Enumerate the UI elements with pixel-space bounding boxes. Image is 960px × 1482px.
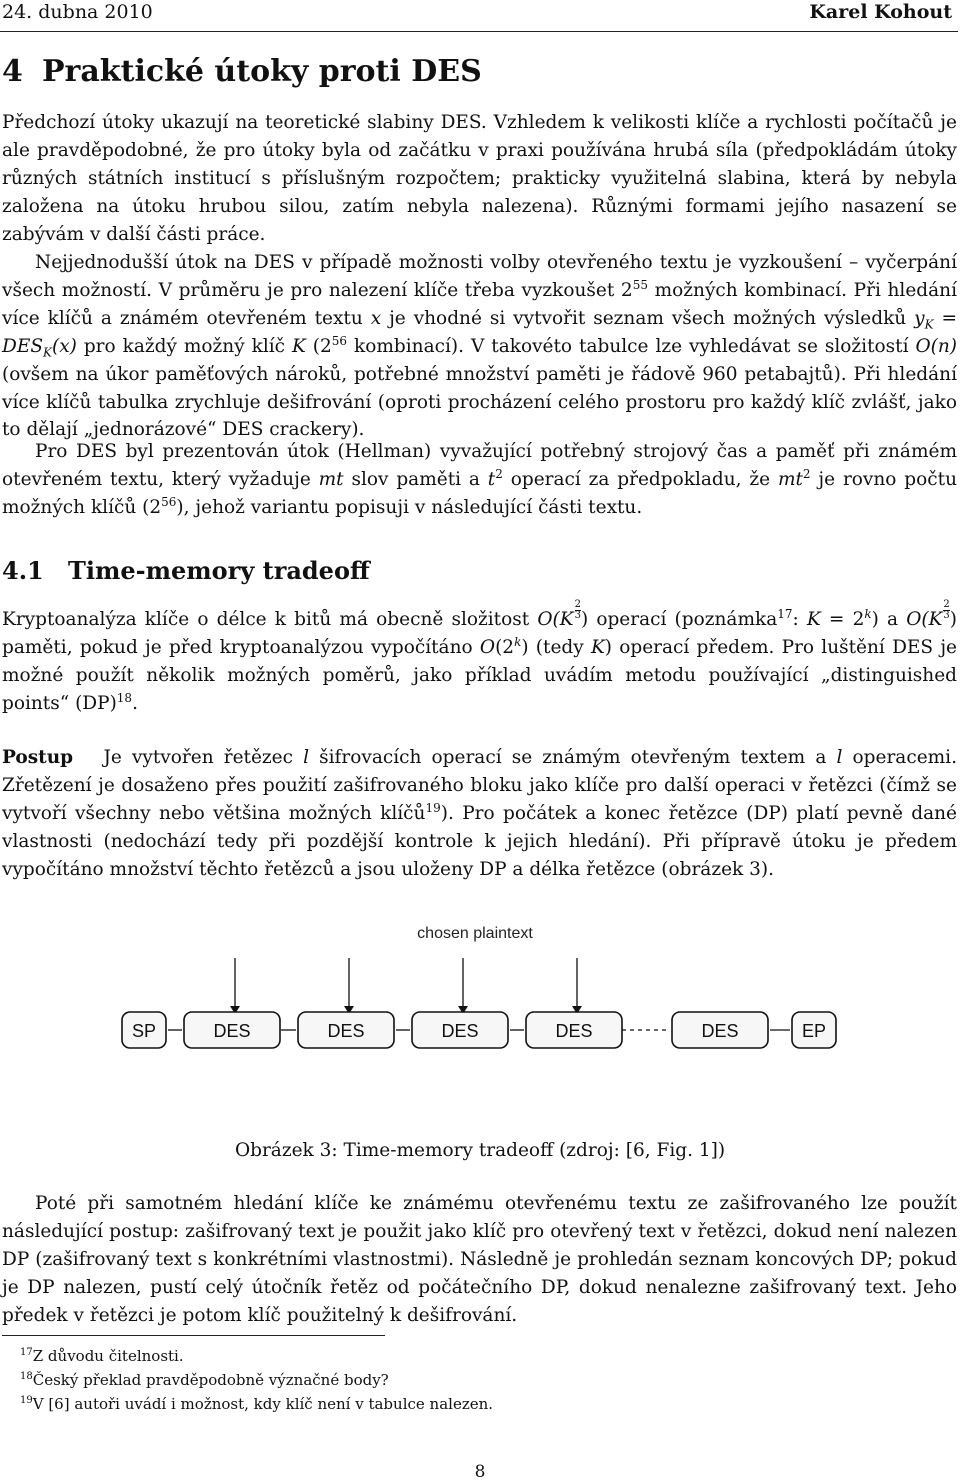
p4-math-o: O: [479, 637, 496, 659]
footnote-ref-19[interactable]: 19: [425, 800, 441, 815]
footnote-17-num: 17: [20, 1347, 33, 1358]
p4-math-k: K: [806, 609, 821, 631]
paragraph-cryptanalysis: [2, 600, 957, 718]
header-author: Karel Kohout: [809, 1, 952, 23]
p2-math-on: O(n): [915, 335, 957, 357]
page-number: 8: [474, 1462, 486, 1482]
p3-text-d: je rovno počtu možných klíčů (2: [2, 468, 957, 518]
p2-text-g: (ovšem na úkor paměťových nároků, potřebné množství paměti je řádově 960 petabajtů). Při hledání více klíčů tabulka zrychluje dešifrování (oproti procházení celého prostoru pro každý klíč zvlášť, jako to dělají „jednorázové“ DES crackery).: [2, 363, 957, 441]
subsection-number: 4.1: [2, 556, 44, 585]
figure-box-des-2: [298, 1012, 394, 1048]
p4-text-a: Kryptoanalýza klíče o délce k bitů má obecně složitost: [2, 609, 538, 631]
footnote-ref-17[interactable]: 17: [777, 607, 793, 621]
footnotes: [20, 1344, 950, 1416]
footnote-18: [20, 1368, 950, 1392]
figure-box-sp: [122, 1012, 166, 1048]
box-des-3-label: DES: [441, 1021, 479, 1041]
figure-top-label: chosen plaintext: [417, 925, 533, 942]
header-rule: [0, 31, 958, 32]
p4-text-j: .: [132, 692, 138, 714]
section-title: Praktické útoky proti DES: [42, 54, 482, 89]
footnote-19-num: 19: [20, 1395, 33, 1406]
figure-box-des-1: [184, 1012, 280, 1048]
p4-text-i: ) operací předem. Pro luštění DES je možné použít několik možných poměrů, jako příklad uvádím metodu používající „distinguished points“ (DP): [2, 637, 958, 714]
p3-text-b: slov paměti a: [343, 468, 488, 490]
p5-text-b: šifrovacích operací se známým otevřeným textem a: [309, 747, 837, 768]
p3-math-t: t: [487, 468, 496, 490]
p2-math-des-sub: K: [43, 345, 52, 360]
figure-box-des-5: [672, 1012, 768, 1048]
p2-math-eq: =: [933, 307, 957, 329]
p2-math-y-sub: K: [924, 317, 934, 332]
footnote-rule: [2, 1335, 385, 1336]
p2-sup-56: 56: [331, 333, 348, 348]
paragraph-brute-force: [2, 249, 957, 444]
p3-sup-56: 56: [161, 494, 177, 509]
p4-math-ok: O(K: [537, 609, 574, 631]
p2-math-des: DES: [2, 335, 44, 357]
figure-box-des-3: [412, 1012, 508, 1048]
p5-math-l2: l: [836, 747, 843, 768]
p4-text-c: :: [792, 609, 807, 631]
p5-math-l1: l: [303, 747, 310, 768]
paragraph-hellman: [2, 438, 957, 522]
p4-sup-k2: k: [514, 634, 522, 649]
paragraph-search: Poté při samotném hledání klíče ke známému otevřenému textu ze zašifrovaného lze použít následující postup: zašifrovaný text je použit jako klíč pro otevřený text v řetězci, dokud není nalezen DP (zašifrovaný text s konkrétními vlastnostmi). Následně je prohledán seznam koncových DP; pokud je DP nalezen, pustí celý útočník řetěz od počátečního DP, dokud nenalezne zašifrovaný text. Jeho předek v řetězci je potom klíč použitelný k dešifrování.: [2, 1193, 957, 1326]
p2-text-a: Nejjednodušší útok na DES v případě možnosti volby otevřeného textu je vyzkoušení – vyčerpání všech možností. V průměru je pro nalezení klíče třeba vyzkoušet 2: [2, 252, 957, 301]
p2-math-des-arg: (x): [51, 335, 77, 357]
subsection-title: Time-memory tradeoff: [68, 556, 370, 585]
box-sp-label: SP: [131, 1021, 157, 1041]
p4-math-kk: K: [590, 637, 605, 659]
figure-diagram: [110, 918, 850, 1068]
p4-frac2-den: 3: [943, 610, 950, 621]
header-date: 24. dubna 2010: [2, 1, 153, 23]
p4-text-d: = 2: [820, 609, 865, 631]
p4-text-h: ) (tedy: [521, 637, 591, 659]
p4-text-f: ) paměti, pokud je před kryptoanalýzou vypočítáno: [2, 609, 958, 659]
figure-box-ep: [792, 1012, 836, 1048]
p3-text-c: operací za předpokladu, že: [502, 468, 778, 490]
p3-sup-t: 2: [495, 466, 503, 481]
box-des-1-label: DES: [213, 1021, 251, 1041]
p2-text-d: pro každý možný klíč: [76, 335, 292, 357]
footnote-ref-18[interactable]: 18: [116, 690, 133, 705]
p2-text-c: je vhodné si vytvořit seznam všech možných výsledků: [381, 307, 915, 329]
p4-text-e: ) a: [871, 609, 907, 631]
subsection-heading: [2, 553, 370, 589]
box-des-5-label: DES: [701, 1021, 739, 1041]
p3-math-mt: mt: [318, 468, 344, 490]
p3-math-mt2: mt: [777, 468, 803, 490]
footnote-18-num: 18: [20, 1371, 33, 1382]
paragraph-intro: Předchozí útoky ukazují na teoretické slabiny DES. Vzhledem k velikosti klíče a rychlosti počítačů je ale pravděpodobné, že pro útoky byla od začátku v praxi používána hrubá síla (předpokládám útoky různých státních institucí s příslušným rozpočtem; prakticky využitelná slabina, která by nebyla založena na útoku hrubou silou, zatím nebyla nalezena). Různými formami jejího nasazení se zabývám v další části práce.: [2, 112, 957, 245]
paragraph-postup: [2, 744, 957, 884]
p4-sup-k: k: [864, 607, 872, 621]
footnote-19-text: V [6] autoři uvádí i možnost, kdy klíč není v tabulce nalezen.: [32, 1395, 494, 1413]
section-heading: [2, 50, 482, 94]
p4-text-b: ) operací (poznámka: [580, 609, 778, 631]
figure-caption: Obrázek 3: Time-memory tradeoff (zdroj: [6, Fig. 1]): [234, 1140, 726, 1161]
footnote-17: [20, 1344, 950, 1368]
p4-frac2-num: 2: [943, 599, 950, 610]
p5-text-a: Je vytvořen řetězec: [103, 747, 304, 768]
p2-math-k: K: [292, 335, 306, 357]
p4-math-ok2: O(K: [906, 609, 943, 631]
p2-text-e: (2: [305, 335, 332, 357]
p3-sup-mt2: 2: [802, 466, 811, 481]
p2-text-f: kombinací). V takovéto tabulce lze vyhledávat se složitostí: [347, 335, 916, 357]
p2-sup-55: 55: [632, 277, 648, 292]
footnote-17-text: Z důvodu čitelnosti.: [32, 1347, 184, 1365]
p4-frac-num: 2: [574, 599, 581, 610]
section-number: 4: [2, 54, 23, 89]
p2-math-y: y: [914, 307, 925, 329]
footnote-18-text: Český překlad pravděpodobně význačné body?: [32, 1371, 389, 1389]
box-des-2-label: DES: [327, 1021, 365, 1041]
p5-text-c: operacemi. Zřetězení je dosaženo přes použití zašifrovaného bloku jako klíče pro další operaci v řetězci (čímž se vytvoří všechny nebo většina možných klíčů: [2, 747, 957, 824]
p4-text-g: (2: [495, 637, 515, 659]
p3-text-e: ), jehož variantu popisuji v následující části textu.: [176, 496, 643, 518]
p4-frac-den: 3: [574, 610, 581, 621]
footnote-19: [20, 1392, 950, 1416]
p2-math-x: x: [370, 307, 382, 329]
p5-text-d: ). Pro počátek a konec řetězce (DP) platí pevně dané vlastnosti (nedochází tedy při pozdější kontrole k jejich hledání). Při přípravě útoku je předem vypočítáno množství těchto řetězců a jsou uloženy DP a délka řetězce (obrázek 3).: [2, 802, 957, 880]
postup-label: Postup: [2, 747, 74, 768]
box-ep-label: EP: [801, 1021, 827, 1041]
p2-text-b: možných kombinací. Při hledání více klíčů a známém otevřeném textu: [2, 279, 957, 329]
figure-box-des-4: [526, 1012, 622, 1048]
p3-text-a: Pro DES byl prezentován útok (Hellman) vyvažující potřebný strojový čas a paměť při známém otevřeném textu, který vyžaduje: [2, 441, 957, 490]
box-des-4-label: DES: [555, 1021, 593, 1041]
figure-time-memory-tradeoff: [110, 918, 850, 1068]
